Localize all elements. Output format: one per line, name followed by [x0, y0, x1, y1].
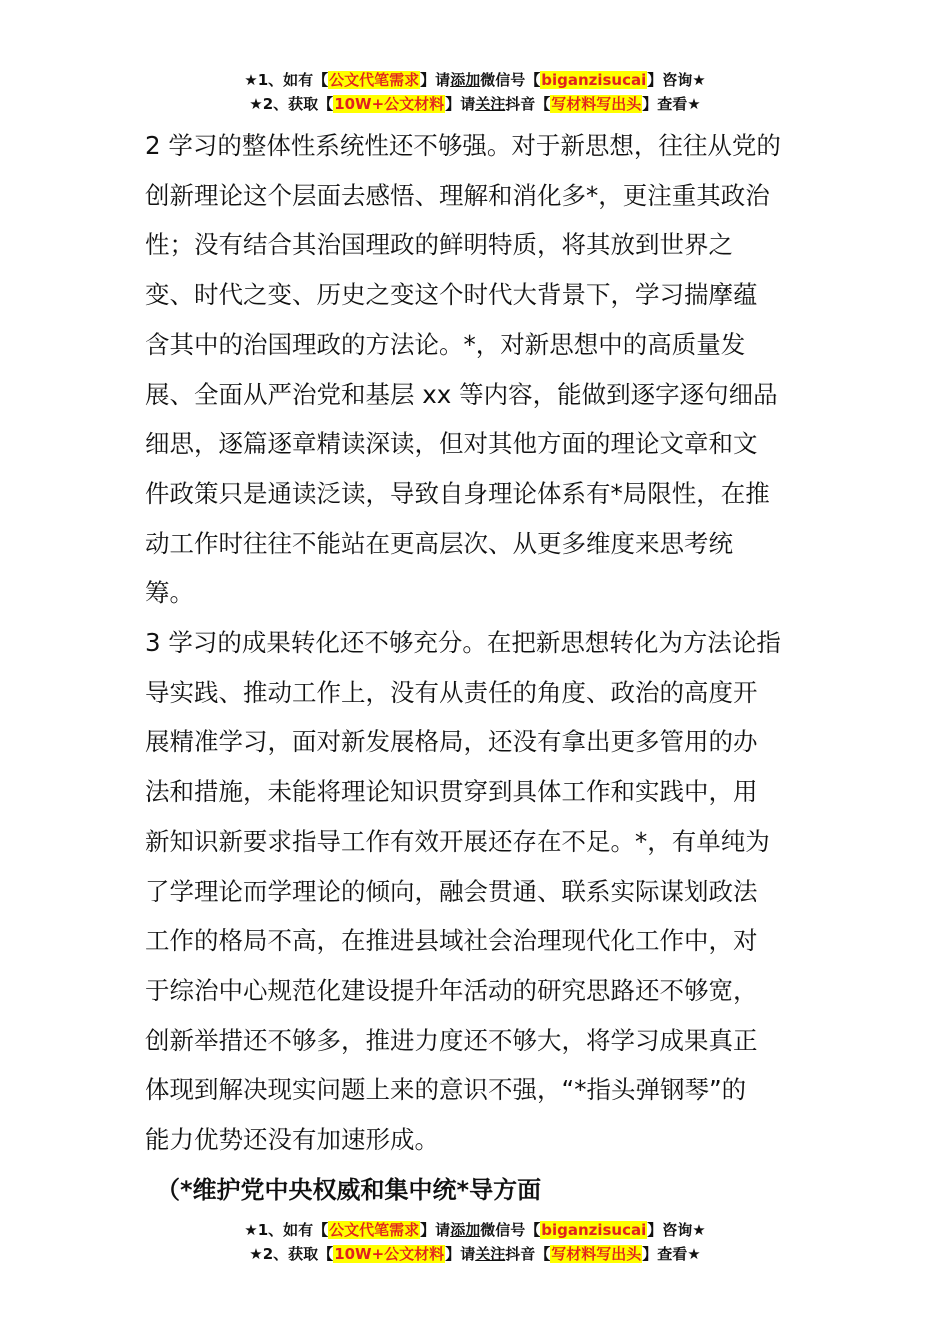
text-line: 3 学习的成果转化还不够充分。在把新思想转化为方法论指	[145, 628, 781, 658]
promo-text: 】请	[420, 71, 451, 89]
promo-highlight: 10W+公文材料	[334, 1245, 445, 1263]
text-line: 创新理论这个层面去感悟、理解和消化多*，更注重其政治	[145, 180, 770, 210]
promo-line-1	[0, 1218, 950, 1242]
promo-line-2	[0, 92, 950, 116]
promo-text: 抖音【	[505, 1245, 551, 1263]
promo-line-2	[0, 1242, 950, 1266]
promo-text: 微信号【	[480, 1221, 541, 1239]
promo-highlight: 公文代笔需求	[329, 71, 420, 89]
promo-text: ★2、获取【	[249, 95, 334, 113]
promo-text: ★2、获取【	[249, 1245, 334, 1263]
promo-text: 】咨询★	[647, 71, 706, 89]
text-line: 细思，逐篇逐章精读深读，但对其他方面的理论文章和文	[145, 429, 758, 459]
promo-text: 】请	[445, 1245, 476, 1263]
top-promo-banner	[0, 68, 950, 116]
promo-text: 】请	[445, 95, 476, 113]
promo-text: 抖音【	[505, 95, 551, 113]
text-line: 于综治中心规范化建设提升年活动的研究思路还不够宽，	[145, 975, 758, 1005]
promo-text: 】咨询★	[647, 1221, 706, 1239]
promo-highlight: 公文代笔需求	[329, 1221, 420, 1239]
promo-line-1	[0, 68, 950, 92]
promo-highlight: 10W+公文材料	[334, 95, 445, 113]
text-line: 含其中的治国理政的方法论。*，对新思想中的高质量发	[145, 329, 746, 359]
promo-underline: 关注	[475, 95, 506, 113]
text-line: 2 学习的整体性系统性还不够强。对于新思想，往往从党的	[145, 131, 781, 160]
promo-wechat-id: biganzisucai	[541, 1221, 647, 1239]
text-line: 性；没有结合其治国理政的鲜明特质，将其放到世界之	[145, 230, 733, 260]
text-line: 了学理论而学理论的倾向，融会贯通、联系实际谋划政法	[145, 876, 758, 906]
text-line: 动工作时往往不能站在更高层次、从更多维度来思考统	[145, 528, 733, 558]
promo-text: 】请	[420, 1221, 451, 1239]
text-line: 体现到解决现实问题上来的意识不强，“*指头弹钢琴”的	[145, 1075, 747, 1105]
paragraph-2	[145, 121, 810, 618]
promo-underline: 关注	[475, 1245, 506, 1263]
text-line: 创新举措还不够多，推进力度还不够大，将学习成果真正	[145, 1025, 758, 1055]
paragraph-3	[145, 618, 810, 1165]
bottom-promo-banner	[0, 1218, 950, 1266]
document-body	[145, 121, 810, 1165]
text-line: 件政策只是通读泛读，导致自身理论体系有*局限性，在推	[145, 478, 770, 508]
promo-underline: 添加	[450, 71, 481, 89]
promo-text: ★1、如有【	[244, 71, 329, 89]
text-line: 法和措施，未能将理论知识贯穿到具体工作和实践中，用	[145, 777, 758, 807]
text-line: 展、全面从严治党和基层 xx 等内容，能做到逐字逐句细品	[145, 379, 778, 409]
promo-text: ★1、如有【	[244, 1221, 329, 1239]
promo-wechat-id: biganzisucai	[541, 71, 647, 89]
promo-text: 微信号【	[480, 71, 541, 89]
text-line: 筹。	[145, 578, 194, 608]
text-line: 导实践、推动工作上，没有从责任的角度、政治的高度开	[145, 677, 758, 707]
promo-douyin-id: 写材料写出头	[551, 95, 642, 113]
promo-underline: 添加	[450, 1221, 481, 1239]
text-line: 新知识新要求指导工作有效开展还存在不足。*，有单纯为	[145, 826, 770, 856]
promo-douyin-id: 写材料写出头	[551, 1245, 642, 1263]
text-line: 工作的格局不高，在推进县域社会治理现代化工作中，对	[145, 926, 758, 956]
promo-text: 】查看★	[642, 95, 701, 113]
section-heading: （*维护党中央权威和集中统*导方面	[156, 1176, 542, 1204]
text-line: 展精准学习，面对新发展格局，还没有拿出更多管用的办	[145, 727, 758, 757]
text-line: 变、时代之变、历史之变这个时代大背景下，学习揣摩蕴	[145, 280, 758, 310]
promo-text: 】查看★	[642, 1245, 701, 1263]
text-line: 能力优势还没有加速形成。	[145, 1125, 439, 1155]
